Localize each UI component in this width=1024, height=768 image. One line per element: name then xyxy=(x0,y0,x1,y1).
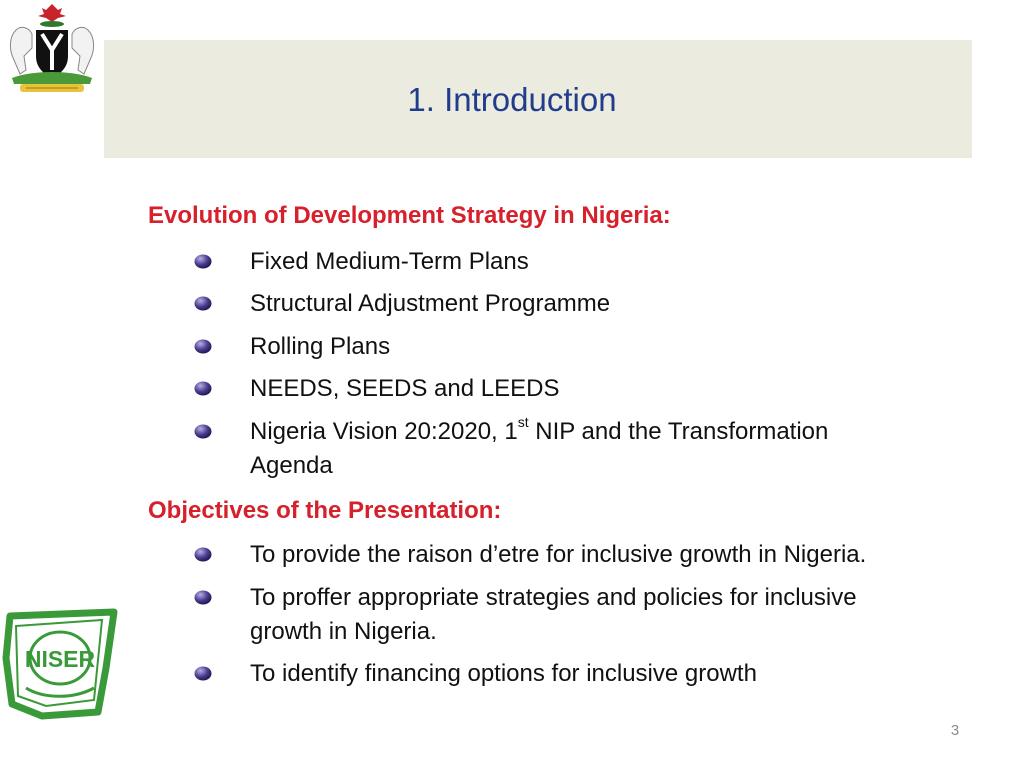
list-item xyxy=(250,330,950,364)
list-item xyxy=(250,245,950,279)
sphere-bullet-icon xyxy=(194,424,212,439)
list-item-text: Fixed Medium-Term Plans xyxy=(250,248,529,275)
list-item-text: NEEDS, SEEDS and LEEDS xyxy=(250,375,560,402)
sphere-bullet-icon xyxy=(194,254,212,269)
list-item-text-line2: Agenda xyxy=(250,452,333,479)
list-item xyxy=(250,372,950,406)
list-item xyxy=(250,415,950,483)
sphere-bullet-icon xyxy=(194,381,212,396)
list-item xyxy=(250,657,950,691)
niser-logo-icon xyxy=(2,608,122,720)
list-item-text: Rolling Plans xyxy=(250,333,391,360)
list-item xyxy=(250,538,950,572)
list-item-text: Nigeria Vision 20:2020, 1st NIP and the Transformation xyxy=(250,414,829,445)
sphere-bullet-icon xyxy=(194,547,212,562)
section-heading-evolution: Evolution of Development Strategy in Nigeria: xyxy=(148,202,671,229)
sphere-bullet-icon xyxy=(194,590,212,605)
list-item-text-line2: growth in Nigeria. xyxy=(250,618,437,645)
list-item xyxy=(250,287,950,321)
niser-logo-text: NISER xyxy=(24,646,96,672)
list-item-text: Structural Adjustment Programme xyxy=(250,290,611,317)
page-number: 3 xyxy=(950,722,960,739)
sphere-bullet-icon xyxy=(194,666,212,681)
slide-title: 1. Introduction xyxy=(407,81,617,118)
list-item-text: To identify financing options for inclusive growth xyxy=(250,660,757,687)
sphere-bullet-icon xyxy=(194,296,212,311)
list-item-text: To proffer appropriate strategies and policies for inclusive xyxy=(250,584,857,611)
list-item-text: To provide the raison d’etre for inclusive growth in Nigeria. xyxy=(250,541,867,568)
section-heading-objectives: Objectives of the Presentation: xyxy=(148,497,502,524)
sphere-bullet-icon xyxy=(194,339,212,354)
list-item xyxy=(250,581,950,649)
